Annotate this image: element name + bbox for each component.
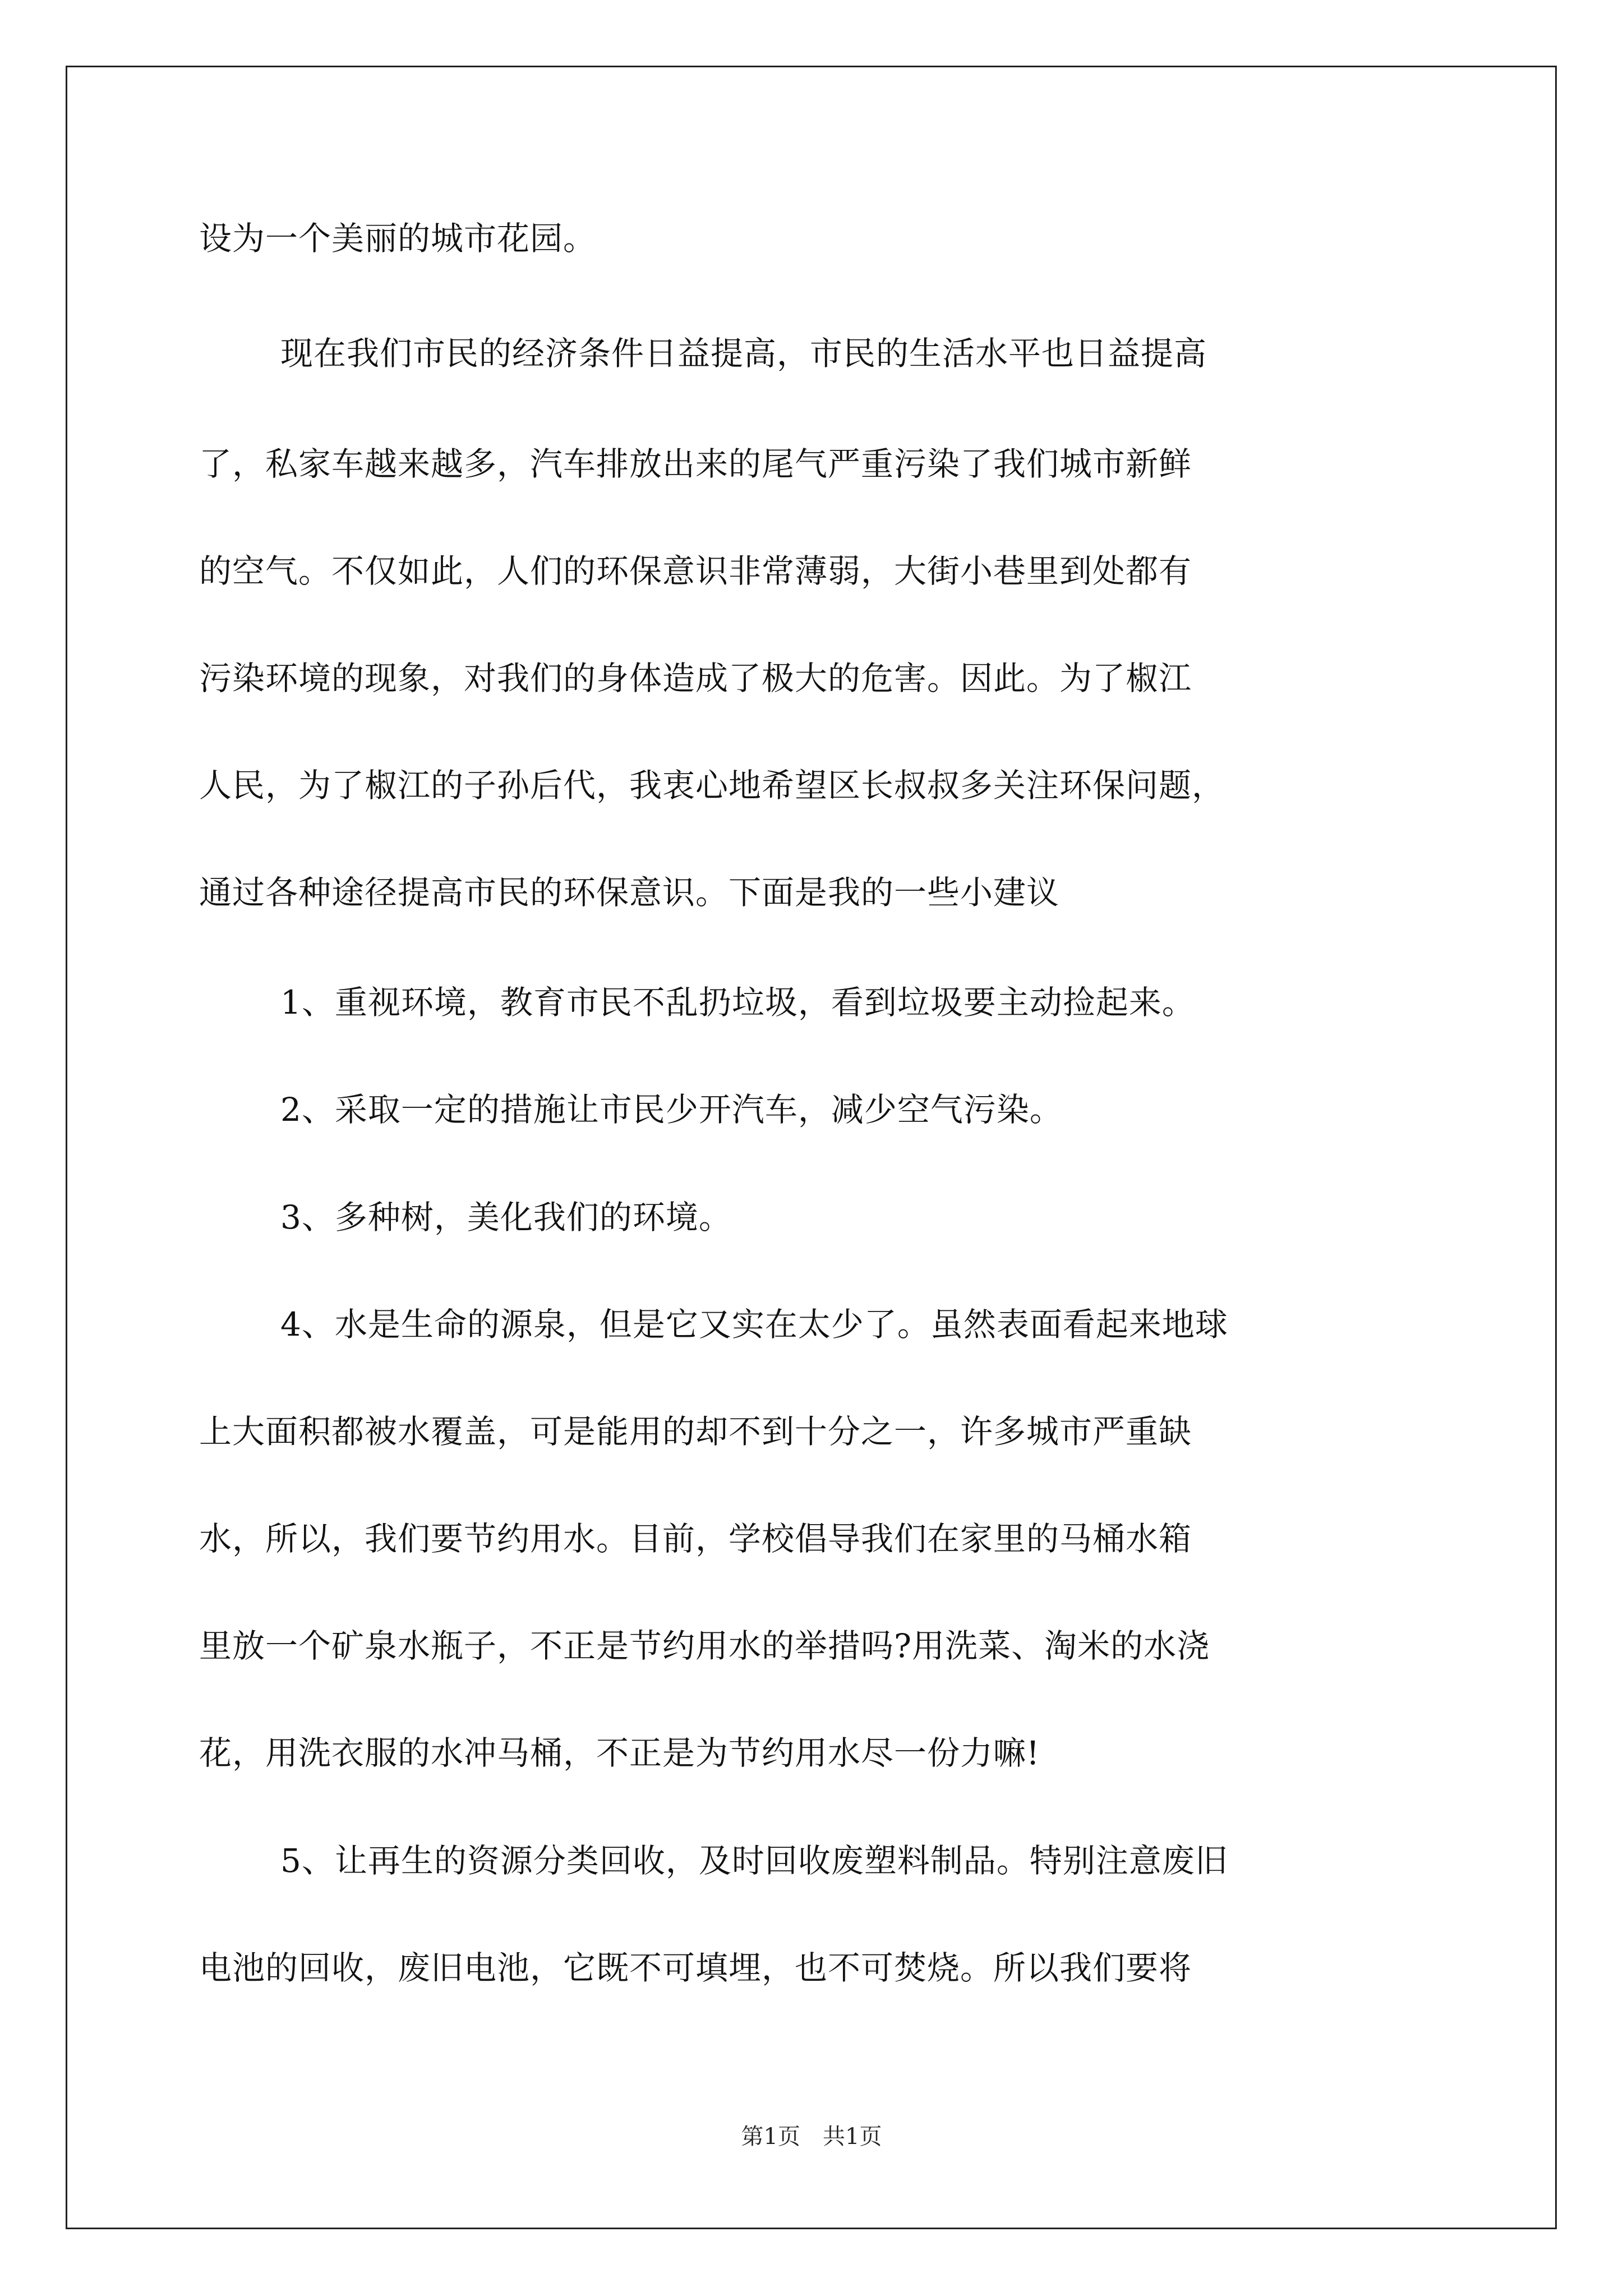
text-line: 了，私家车越来越多，汽车排放出来的尾气严重污染了我们城市新鲜 xyxy=(199,445,1192,483)
page-number: 第1页 共1页 xyxy=(741,2124,882,2150)
text-line: 3、多种树，美化我们的环境。 xyxy=(280,1198,732,1236)
text-line: 2、采取一定的措施让市民少开汽车，减少空气污染。 xyxy=(280,1091,1063,1129)
text-line: 4、水是生命的源泉，但是它又实在太少了。虽然表面看起来地球 xyxy=(280,1305,1228,1343)
text-line: 设为一个美丽的城市花园。 xyxy=(199,219,597,257)
text-line: 5、让再生的资源分类回收，及时回收废塑料制品。特别注意废旧 xyxy=(280,1842,1228,1880)
text-line: 电池的回收，废旧电池，它既不可填埋，也不可焚烧。所以我们要将 xyxy=(199,1949,1192,1987)
text-line: 上大面积都被水覆盖，可是能用的却不到十分之一，许多城市严重缺 xyxy=(199,1412,1192,1451)
text-line: 里放一个矿泉水瓶子，不正是节约用水的举措吗?用洗菜、淘米的水浇 xyxy=(199,1627,1210,1665)
text-line: 的空气。不仅如此，人们的环保意识非常薄弱，大街小巷里到处都有 xyxy=(199,552,1192,590)
text-line: 1、重视环境，教育市民不乱扔垃圾，看到垃圾要主动捡起来。 xyxy=(280,983,1195,1022)
text-line: 通过各种途径提高市民的环保意识。下面是我的一些小建议 xyxy=(199,873,1060,912)
text-line: 污染环境的现象，对我们的身体造成了极大的危害。因此。为了椒江 xyxy=(199,659,1192,697)
text-line: 现在我们市民的经济条件日益提高，市民的生活水平也日益提高 xyxy=(280,334,1207,372)
text-line: 花，用洗衣服的水冲马桶，不正是为节约用水尽一份力嘛! xyxy=(199,1734,1040,1772)
text-line: 人民，为了椒江的子孙后代，我衷心地希望区长叔叔多关注环保问题， xyxy=(199,766,1225,804)
page-border xyxy=(66,66,1557,2229)
text-line: 水，所以，我们要节约用水。目前，学校倡导我们在家里的马桶水箱 xyxy=(199,1520,1192,1558)
